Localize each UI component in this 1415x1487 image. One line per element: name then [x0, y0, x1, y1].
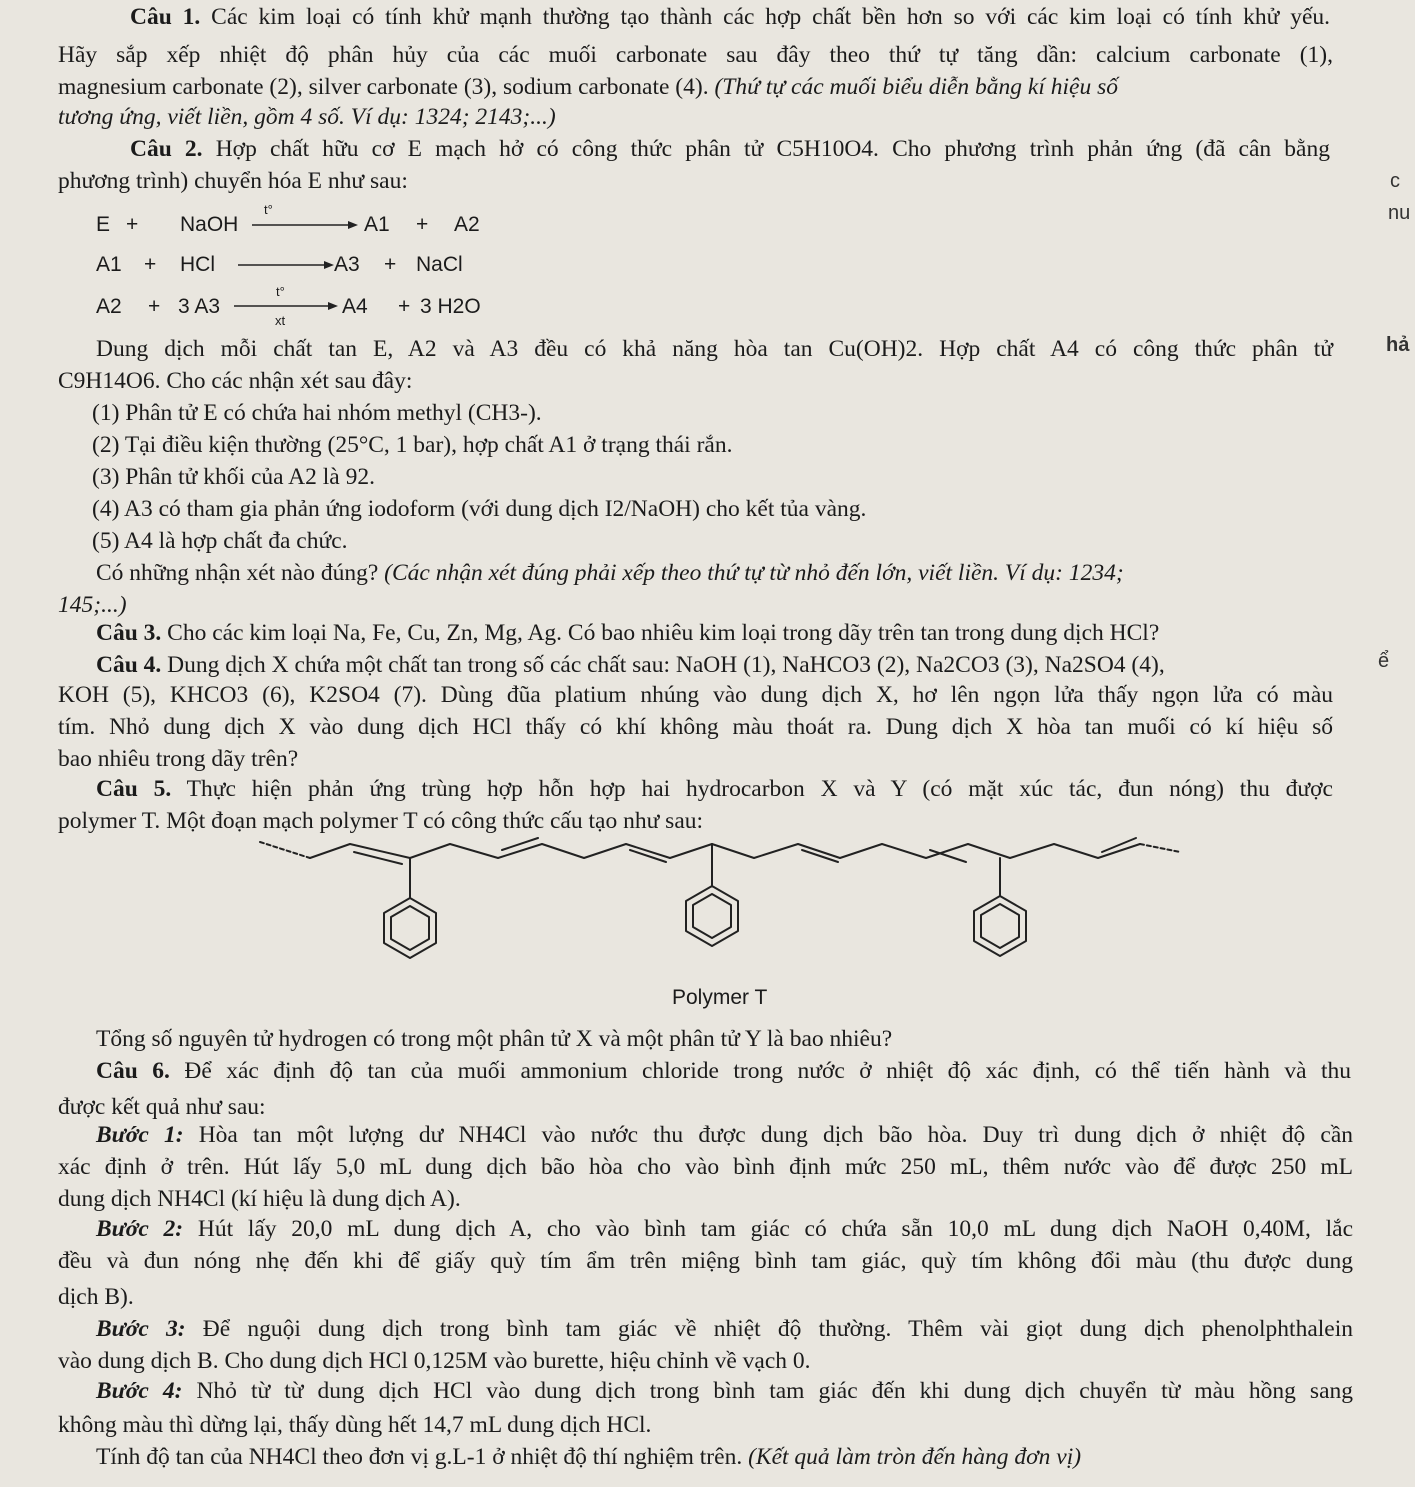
q3-line: Câu 3. Cho các kim loại Na, Fe, Cu, Zn, Mg, Ag. Có bao nhiêu kim loại trong dãy trên tan trong dung dịch HCl? [96, 620, 1160, 646]
phenyl-ring-2-inner [693, 894, 731, 938]
q6-step4-line-2: không màu thì dừng lại, thấy dùng hết 14,7 mL dung dịch HCl. [58, 1412, 652, 1438]
reaction-3: A2 + 3 A3 A4 + 3 H2O [96, 295, 481, 318]
q6-step3-line-2: vào dung dịch B. Cho dung dịch HCl 0,125M vào burette, hiệu chỉnh về vạch 0. [58, 1348, 811, 1374]
polymer-double-bond-5 [930, 850, 966, 862]
q1-line-4: tương ứng, viết liền, gồm 4 số. Ví dụ: 1324; 2143;...) [58, 104, 556, 130]
q5-line-1: Câu 5. Thực hiện phản ứng trùng hợp hỗn hợp hai hydrocarbon X và Y (có mặt xúc tác, đun nóng) thu được [96, 776, 1333, 802]
q2-line-1: Câu 2. Hợp chất hữu cơ E mạch hở có công thức phân tử C5H10O4. Cho phương trình phản ứng (đã cân bằng [130, 136, 1330, 162]
q6-step2-line-2: đều và đun nóng nhẹ đến khi để giấy quỳ tím ẩm trên miệng bình tam giác, quỳ tím không đổi màu (thu được dung [58, 1248, 1353, 1274]
edge-text-2: nu [1388, 202, 1411, 224]
q1-line-2: Hãy sắp xếp nhiệt độ phân hủy của các muối carbonate sau đây theo thứ tự tăng dần: calcium carbonate (1), [58, 42, 1333, 68]
q2-question: Có những nhận xét nào đúng? (Các nhận xét đúng phải xếp theo thứ tự từ nhỏ đến lớn, viết liền. Ví dụ: 1234; [96, 560, 1124, 586]
q2-statement-2: (2) Tại điều kiện thường (25°C, 1 bar), hợp chất A1 ở trạng thái rắn. [92, 432, 733, 458]
q2-statement-5: (5) A4 là hợp chất đa chức. [92, 528, 348, 554]
q6-step2-line-1: Bước 2: Hút lấy 20,0 mL dung dịch A, cho vào bình tam giác có chứa sẵn 10,0 mL dung dịch NaOH 0,40M, lắc [96, 1216, 1354, 1242]
polymer-backbone [310, 844, 1140, 858]
phenyl-ring-1-inner [391, 906, 429, 950]
q6-line-2: được kết quả như sau: [58, 1094, 266, 1120]
reaction-2-arrow [236, 258, 336, 272]
q2-statement-4: (4) A3 có tham gia phản ứng iodoform (với dung dịch I2/NaOH) cho kết tủa vàng. [92, 496, 867, 522]
edge-text-1: c [1390, 170, 1400, 192]
edge-text-3: hả [1386, 334, 1410, 356]
q6-step4-line-1: Bước 4: Nhỏ từ từ dung dịch HCl vào dung dịch trong bình tam giác đến khi dung dịch chuyển từ màu hồng sang [96, 1378, 1354, 1404]
q4-line-3: tím. Nhỏ dung dịch X vào dung dịch HCl thấy có khí không màu thoát ra. Dung dịch X hòa tan muối có kí hiệu số [58, 714, 1333, 740]
q1-label: Câu 1. [130, 4, 201, 30]
q6-line-1: Câu 6. Để xác định độ tan của muối ammonium chloride trong nước ở nhiệt độ xác định, có thể tiến hành và thu [96, 1058, 1352, 1084]
q2-question-tail: 145;...) [58, 592, 127, 618]
q6-step1-line-3: dung dịch NH4Cl (kí hiệu là dung dịch A). [58, 1186, 461, 1212]
q6-step2-line-3: dịch B). [58, 1284, 134, 1310]
q2-line-2: phương trình) chuyển hóa E như sau: [58, 168, 408, 194]
polymer-t-structure [250, 830, 1190, 990]
q4-line-2: KOH (5), KHCO3 (6), K2SO4 (7). Dùng đũa platium nhúng vào dung dịch X, hơ lên ngọn lửa thấy ngọn lửa có màu [58, 682, 1333, 708]
q6-question: Tính độ tan của NH4Cl theo đơn vị g.L-1 ở nhiệt độ thí nghiệm trên. (Kết quả làm tròn đến hàng đơn vị) [96, 1444, 1082, 1470]
polymer-double-bond-6 [1102, 838, 1136, 852]
polymer-chain-dashed-end-left [260, 842, 310, 858]
reaction-3-condition-top: t° [276, 284, 285, 299]
reaction-1-arrow [250, 218, 360, 232]
reaction-3-arrow [232, 299, 342, 313]
q4-line-1: Câu 4. Dung dịch X chứa một chất tan trong số các chất sau: NaOH (1), NaHCO3 (2), Na2CO3 (3), Na2SO4 (4), [96, 652, 1165, 678]
edge-text-4: ể [1378, 650, 1390, 672]
q2-line-3: Dung dịch mỗi chất tan E, A2 và A3 đều có khả năng hòa tan Cu(OH)2. Hợp chất A4 có công thức phân tử [96, 336, 1333, 362]
q6-step1-line-2: xác định ở trên. Hút lấy 5,0 mL dung dịch bão hòa cho vào bình định mức 250 mL, thêm nước vào để được 250 mL [58, 1154, 1353, 1180]
polymer-t-caption: Polymer T [672, 986, 768, 1009]
q5-question: Tổng số nguyên tử hydrogen có trong một phân tử X và một phân tử Y là bao nhiêu? [96, 1026, 893, 1052]
q2-line-4: C9H14O6. Cho các nhận xét sau đây: [58, 368, 413, 394]
q2-statement-3: (3) Phân tử khối của A2 là 92. [92, 464, 375, 490]
polymer-chain-dashed-end-right [1140, 844, 1180, 852]
q6-step3-line-1: Bước 3: Để nguội dung dịch trong bình tam giác về nhiệt độ thường. Thêm vài giọt dung dịch phenolphthalein [96, 1316, 1354, 1342]
q1-line-3: magnesium carbonate (2), silver carbonate (3), sodium carbonate (4). (Thứ tự các muối biểu diễn bằng kí hiệu số [58, 74, 1118, 100]
reaction-2: A1 + HCl A3 + NaCl [96, 253, 463, 276]
q6-step1-line-1: Bước 1: Hòa tan một lượng dư NH4Cl vào nước thu được dung dịch bão hòa. Duy trì dung dịch ở nhiệt độ cần [96, 1122, 1354, 1148]
polymer-double-bond-2 [502, 838, 538, 850]
reaction-1: E + NaOH A1 + A2 [96, 213, 480, 236]
q1-line-1: Câu 1. Các kim loại có tính khử mạnh thường tạo thành các hợp chất bền hơn so với các kim loại có tính khử yếu. [130, 4, 1331, 30]
q5-line-2: polymer T. Một đoạn mạch polymer T có công thức cấu tạo như sau: [58, 808, 704, 834]
q2-statement-1: (1) Phân tử E có chứa hai nhóm methyl (CH3-). [92, 400, 542, 426]
reaction-3-condition-bottom: xt [275, 313, 286, 328]
q4-line-4: bao nhiêu trong dãy trên? [58, 746, 299, 772]
reaction-1-condition: t° [264, 202, 273, 217]
phenyl-ring-3-inner [981, 904, 1019, 948]
